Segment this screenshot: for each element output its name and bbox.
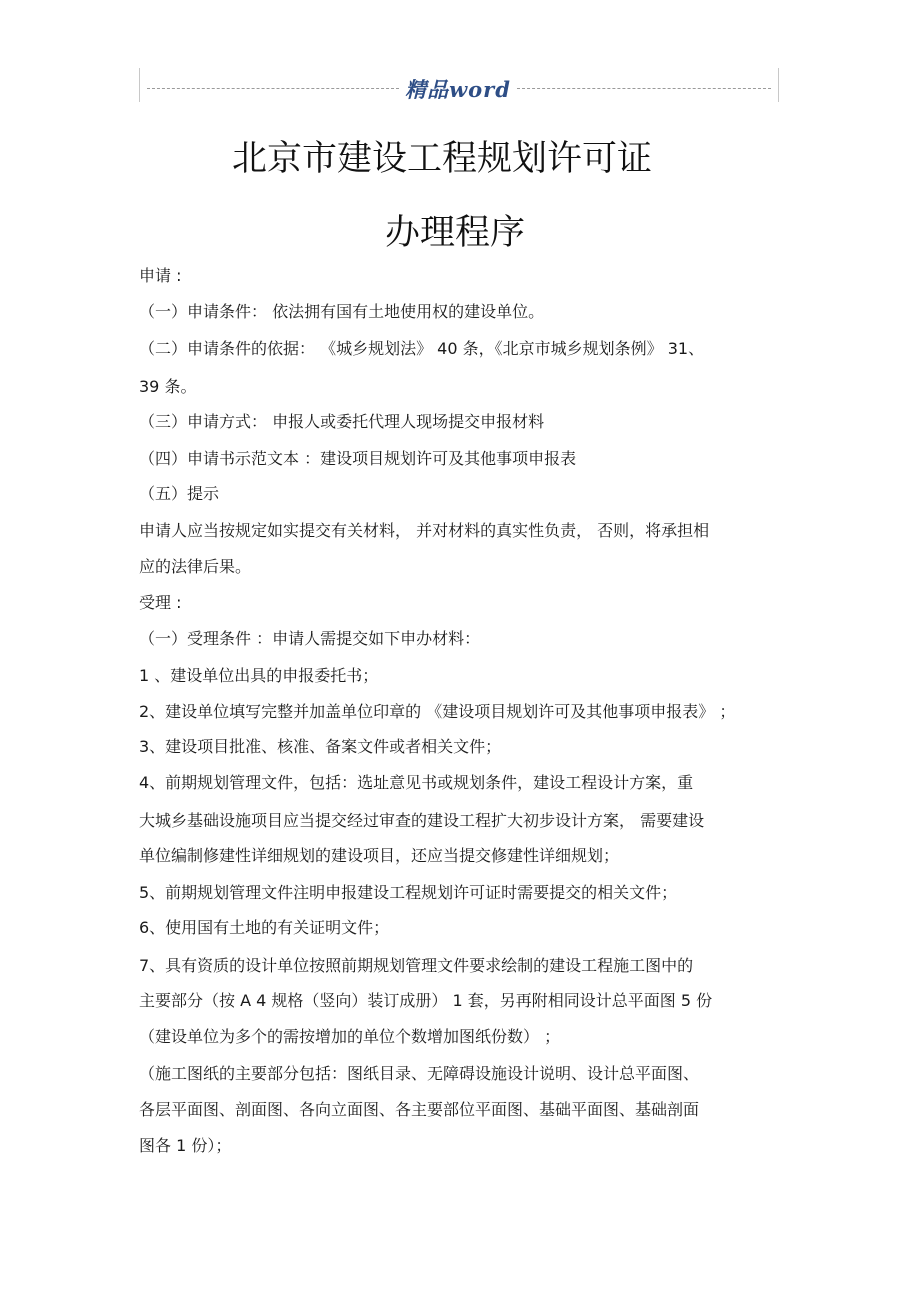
list-item-continued: （施工图纸的主要部分包括：图纸目录、无障碍设施设计说明、设计总平面图、 (139, 1064, 700, 1083)
list-item: 5、前期规划管理文件注明申报建设工程规划许可证时需要提交的相关文件； (139, 883, 678, 902)
list-item-continued: 主要部分（按 A 4 规格（竖向）装订成册） 1 套，另再附相同设计总平面图 5 份 (139, 991, 713, 1010)
header-brand: 精品word (405, 77, 511, 102)
page-header (139, 68, 779, 104)
body-line: 39 条。 (139, 377, 197, 396)
body-line: （四）申请书示范文本 ：建设项目规划许可及其他事项申报表 (139, 449, 577, 468)
body-line: （一）申请条件： 依法拥有国有土地使用权的建设单位。 (139, 302, 545, 321)
document-title: 北京市建设工程规划许可证 (231, 139, 652, 179)
list-item-continued: 图各 1 份）； (139, 1136, 232, 1155)
body-line: 应的法律后果。 (139, 557, 252, 576)
document-subtitle: 办理程序 (384, 213, 525, 253)
header-dashed-rule-right (517, 88, 771, 89)
list-item-continued: （建设单位为多个的需按增加的单位个数增加图纸份数） ； (139, 1027, 561, 1046)
body-line: （五）提示 (139, 484, 220, 503)
list-item: 3、建设项目批准、核准、备案文件或者相关文件； (139, 737, 502, 756)
section-heading-apply: 申请 : (139, 266, 182, 285)
header-left-border (139, 68, 140, 102)
header-dashed-rule-left (147, 88, 399, 89)
list-item-continued: 各层平面图、剖面图、各向立面图、各主要部位平面图、基础平面图、基础剖面 (139, 1100, 700, 1119)
body-line: （三）申请方式： 申报人或委托代理人现场提交申报材料 (139, 412, 545, 431)
body-line: （二）申请条件的依据： 《城乡规划法》 40 条，《北京市城乡规划条例》 31、 (139, 339, 705, 358)
section-heading-accept: 受理 : (139, 593, 182, 612)
list-item: 6、使用国有土地的有关证明文件； (139, 918, 390, 937)
list-item: 7、具有资质的设计单位按照前期规划管理文件要求绘制的建设工程施工图中的 (139, 956, 694, 975)
body-line: （一）受理条件 ：申请人需提交如下申办材料： (139, 629, 481, 648)
header-right-border (778, 68, 779, 102)
list-item-continued: 大城乡基础设施项目应当提交经过审查的建设工程扩大初步设计方案， 需要建设 (139, 811, 705, 830)
list-item: 2、建设单位填写完整并加盖单位印章的 《建设项目规划许可及其他事项申报表》 ； (139, 702, 736, 721)
list-item-continued: 单位编制修建性详细规划的建设项目，还应当提交修建性详细规划； (139, 846, 620, 865)
body-line: 申请人应当按规定如实提交有关材料， 并对材料的真实性负责， 否则，将承担相 (139, 521, 710, 540)
list-item: 1 、建设单位出具的申报委托书； (139, 666, 379, 685)
list-item: 4、前期规划管理文件，包括：选址意见书或规划条件，建设工程设计方案，重 (139, 773, 694, 792)
